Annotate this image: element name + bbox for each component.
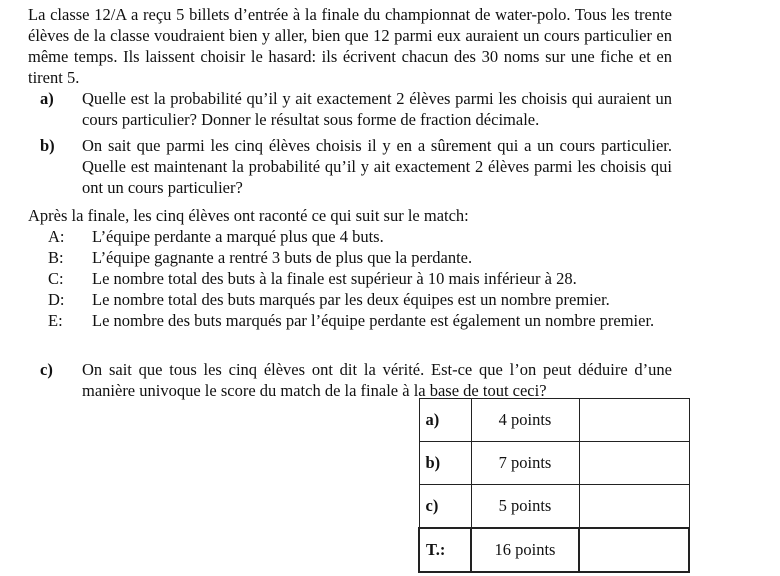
- question-label: b): [40, 136, 55, 155]
- score-awarded-cell[interactable]: [579, 528, 689, 572]
- score-part-label: T.:: [419, 528, 471, 572]
- score-awarded-cell[interactable]: [579, 442, 689, 485]
- statement-text: Le nombre total des buts marqués par les deux équipes est un nombre premier.: [92, 290, 610, 309]
- question-label: c): [40, 360, 53, 379]
- question-text: On sait que tous les cinq élèves ont dit la vérité. Est-ce que l’on peut déduire d’une manière univoque le score du match de la finale à la base de tout ceci?: [82, 360, 672, 400]
- score-row-a: [419, 399, 689, 442]
- statement-label: E:: [48, 311, 63, 330]
- score-points: 5 points: [471, 485, 579, 529]
- score-part-label: c): [419, 485, 471, 529]
- statement-text: Le nombre total des buts à la finale est supérieur à 10 mais inférieur à 28.: [92, 269, 577, 288]
- score-points: 7 points: [471, 442, 579, 485]
- score-row-b: [419, 442, 689, 485]
- question-text: Quelle est la probabilité qu’il y ait exactement 2 élèves parmi les choisis qui auraient un cours particulier? Donner le résultat sous forme de fraction décimale.: [82, 89, 672, 129]
- score-row-total: [419, 528, 689, 572]
- statement-label: B:: [48, 248, 64, 267]
- question-label: a): [40, 89, 54, 108]
- after-final-paragraph: Après la finale, les cinq élèves ont raconté ce qui suit sur le match:: [28, 206, 469, 225]
- score-points: 16 points: [471, 528, 579, 572]
- statement-text: Le nombre des buts marqués par l’équipe perdante est également un nombre premier.: [92, 311, 655, 330]
- statement-text: L’équipe gagnante a rentré 3 buts de plus que la perdante.: [92, 248, 473, 267]
- intro-paragraph: La classe 12/A a reçu 5 billets d’entrée à la finale du championnat de water-polo. Tous les trente élèves de la classe voudraient bien y aller, bien que 12 parmi eux auraient un cours particulier en même temps. Ils laissent choisir le hasard: ils écrivent chacun des 30 noms sur une fiche et en tirent 5.: [28, 5, 672, 87]
- question-text: On sait que parmi les cinq élèves choisis il y en a sûrement qui a un cours particulier. Quelle est maintenant la probabilité qu’il y ait exactement 2 élèves parmi les choisis qui ont un cours particulier?: [82, 136, 672, 197]
- statement-label: A:: [48, 227, 65, 246]
- score-points: 4 points: [471, 399, 579, 442]
- score-part-label: b): [419, 442, 471, 485]
- statement-text: L’équipe perdante a marqué plus que 4 buts.: [92, 227, 384, 246]
- statement-label: D:: [48, 290, 65, 309]
- score-row-c: [419, 485, 689, 529]
- score-part-label: a): [419, 399, 471, 442]
- score-awarded-cell[interactable]: [579, 399, 689, 442]
- score-table: [418, 398, 690, 573]
- score-awarded-cell[interactable]: [579, 485, 689, 529]
- statement-label: C:: [48, 269, 64, 288]
